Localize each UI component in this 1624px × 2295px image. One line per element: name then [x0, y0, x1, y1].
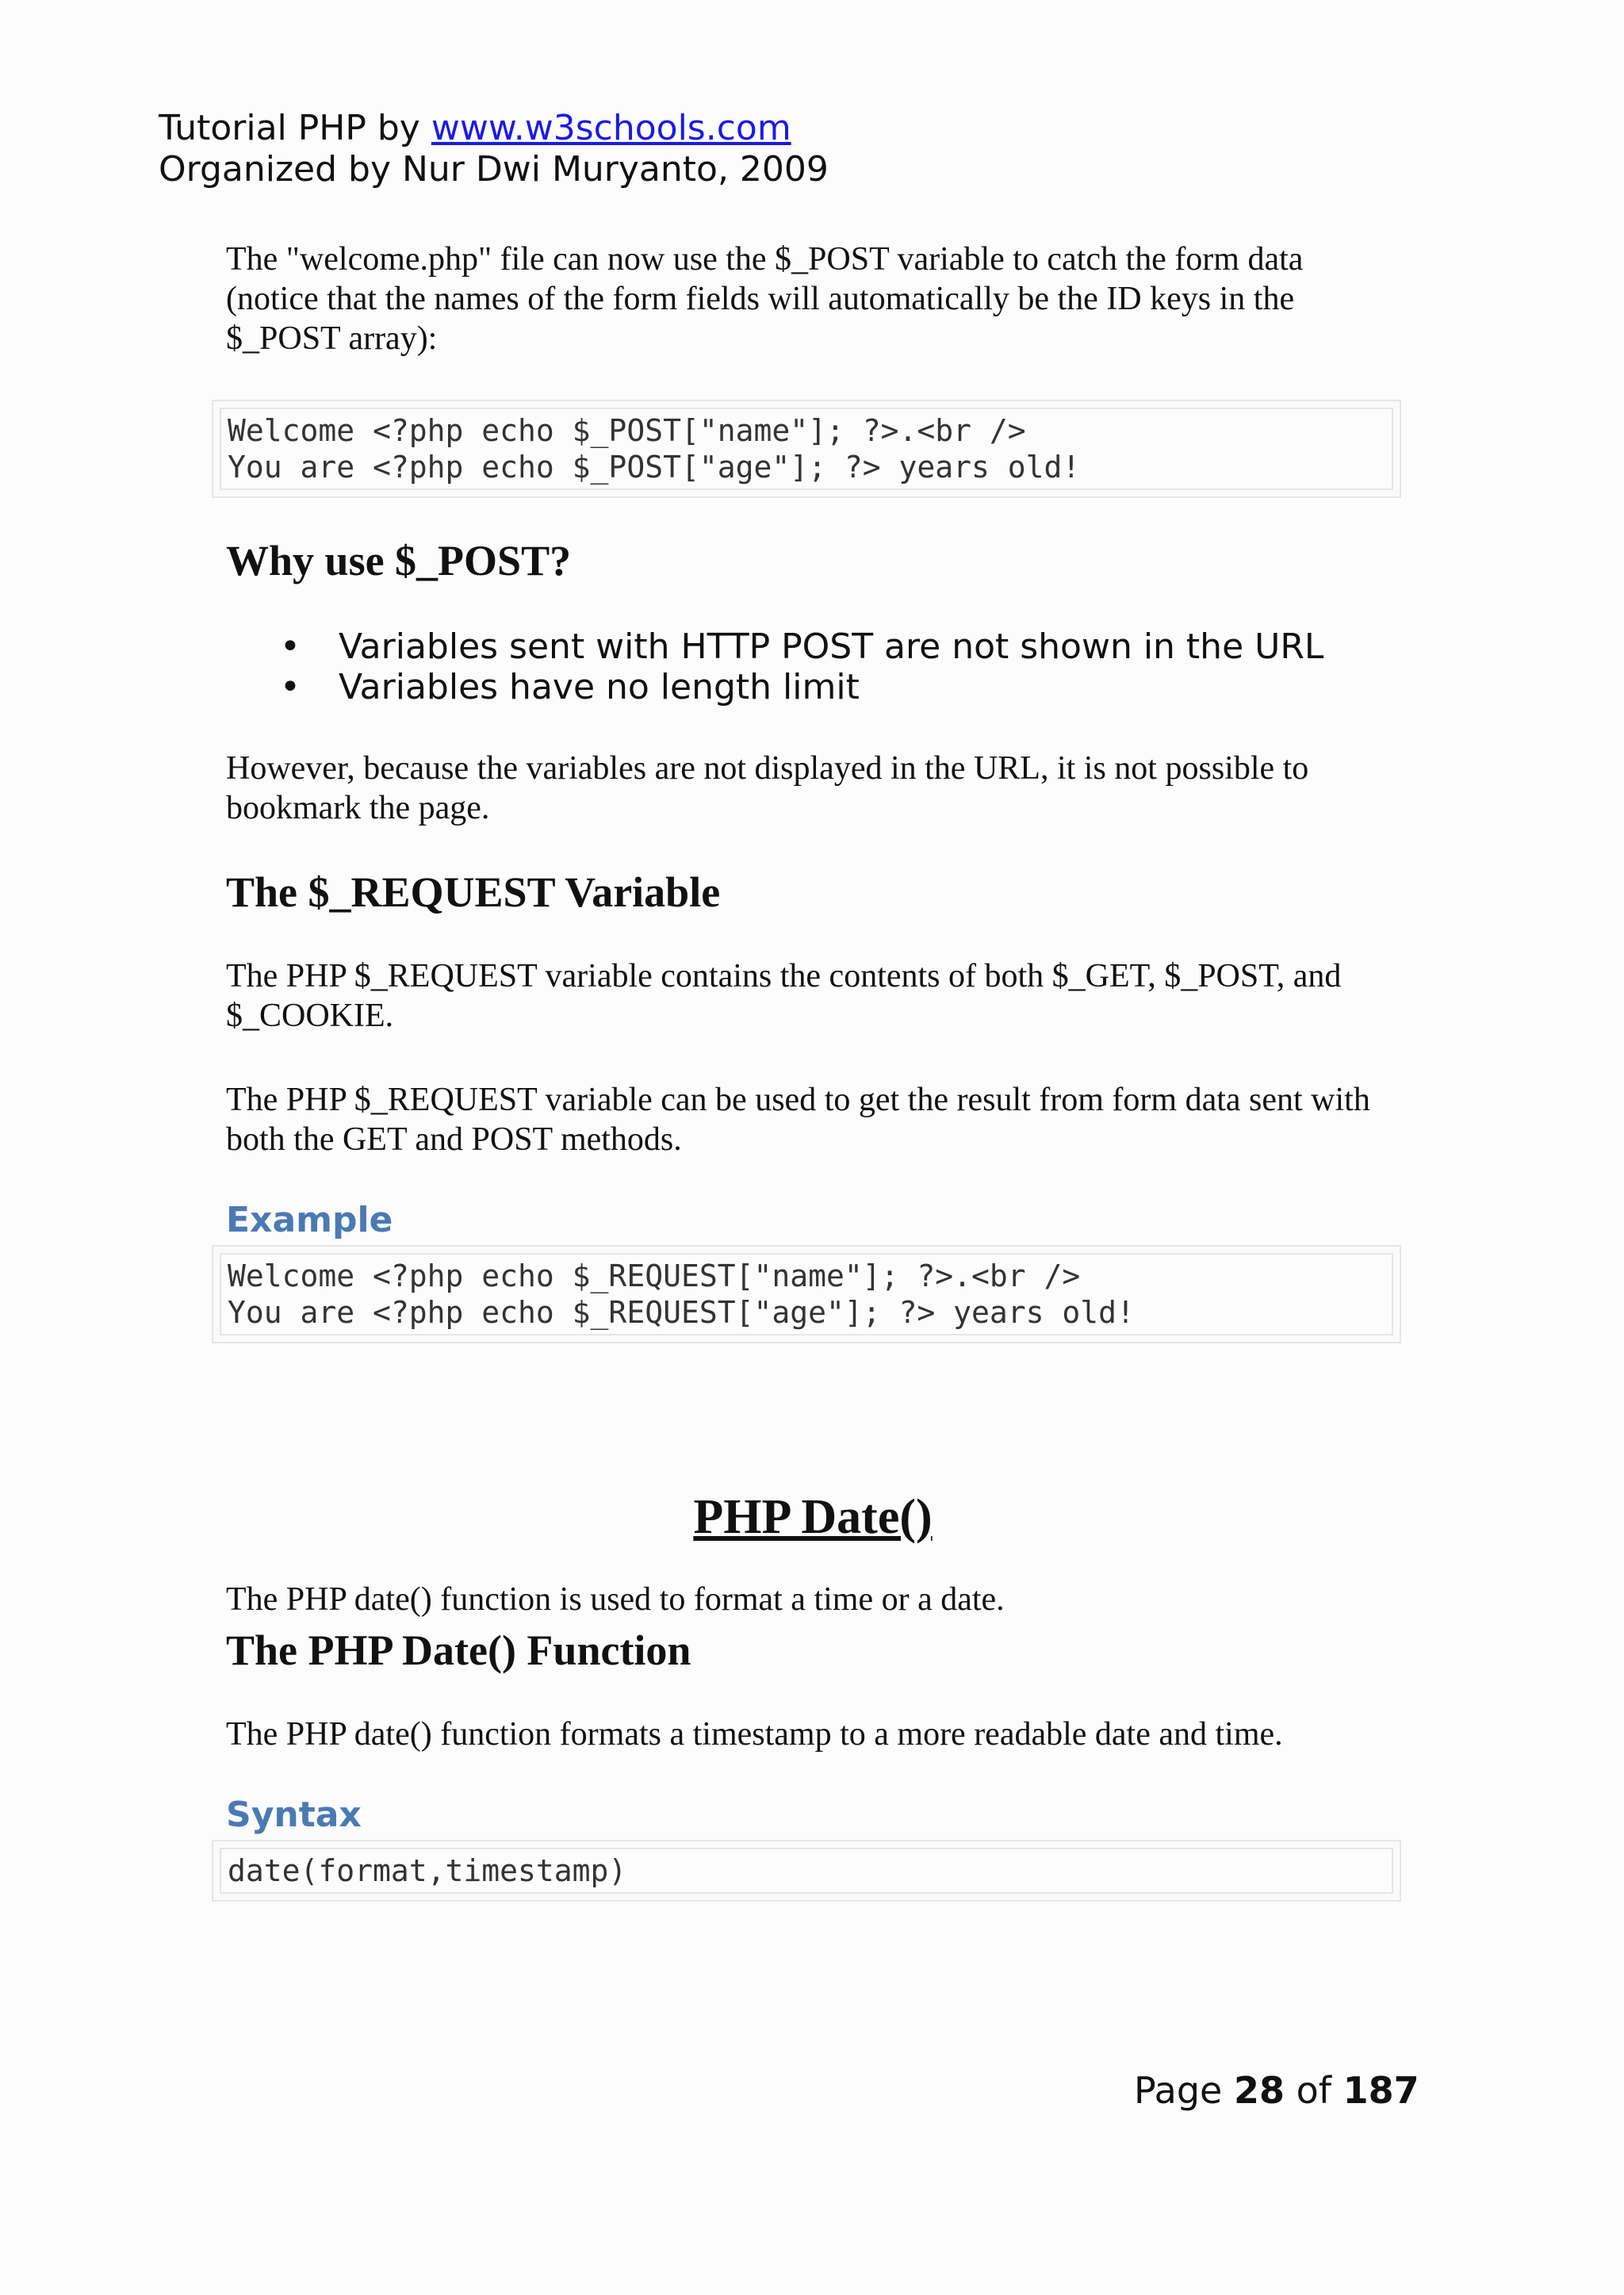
- syntax-code-block: [212, 1840, 1401, 1902]
- page-header: [159, 108, 829, 190]
- list-item: • Variables sent with HTTP POST are not shown in the URL: [226, 626, 1400, 667]
- code-line: You are <?php echo $_REQUEST["age"]; ?> years old!: [228, 1295, 1135, 1330]
- bookmark-note: However, because the variables are not displayed in the URL, it is not possible to bookmark the page.: [226, 750, 1309, 826]
- header-prefix: Tutorial PHP by: [159, 108, 431, 148]
- intro-paragraph: The "welcome.php" file can now use the $_POST variable to catch the form data (notice that the names of the form fields will automatically be the ID keys in the $_POST array):: [226, 241, 1304, 357]
- code-line: You are <?php echo $_POST["age"]; ?> years old!: [228, 450, 1081, 485]
- date-function-heading: The PHP Date() Function: [226, 1626, 691, 1674]
- page-number: 28: [1233, 2069, 1285, 2112]
- code-line: Welcome <?php echo $_REQUEST["name"]; ?>.<br />: [228, 1259, 1081, 1293]
- why-post-heading: Why use $_POST?: [226, 537, 572, 584]
- of-label: of: [1285, 2069, 1343, 2112]
- request-code-block: [212, 1245, 1401, 1343]
- date-intro: The PHP date() function is used to format a time or a date.: [226, 1581, 1005, 1618]
- code-inner: [220, 408, 1393, 490]
- request-paragraph-1: The PHP $_REQUEST variable contains the contents of both $_GET, $_POST, and $_COOKIE.: [226, 958, 1342, 1034]
- example-label: Example: [226, 1200, 393, 1240]
- page-content: [226, 239, 1400, 1902]
- date-title: PHP Date(): [693, 1490, 933, 1544]
- syntax-label: Syntax: [226, 1795, 362, 1835]
- date-paragraph: The PHP date() function formats a timestamp to a more readable date and time.: [226, 1716, 1283, 1753]
- code-inner: [220, 1253, 1393, 1335]
- header-line-2: Organized by Nur Dwi Muryanto, 2009: [159, 149, 829, 190]
- header-line-1: [159, 108, 829, 149]
- page-prefix: Page: [1134, 2069, 1234, 2112]
- total-pages: 187: [1342, 2069, 1419, 2112]
- why-post-list: [226, 626, 1400, 707]
- page-footer: [1134, 2068, 1419, 2113]
- w3schools-link[interactable]: www.w3schools.com: [431, 108, 791, 148]
- request-heading: The $_REQUEST Variable: [226, 868, 721, 916]
- post-code-block: [212, 400, 1401, 498]
- code-line: Welcome <?php echo $_POST["name"]; ?>.<br />: [228, 413, 1026, 448]
- request-paragraph-2: The PHP $_REQUEST variable can be used to get the result from form data sent with both the GET and POST methods.: [226, 1082, 1370, 1158]
- list-item: • Variables have no length limit: [226, 667, 1400, 707]
- code-line: date(format,timestamp): [228, 1853, 627, 1888]
- code-inner: [220, 1848, 1393, 1894]
